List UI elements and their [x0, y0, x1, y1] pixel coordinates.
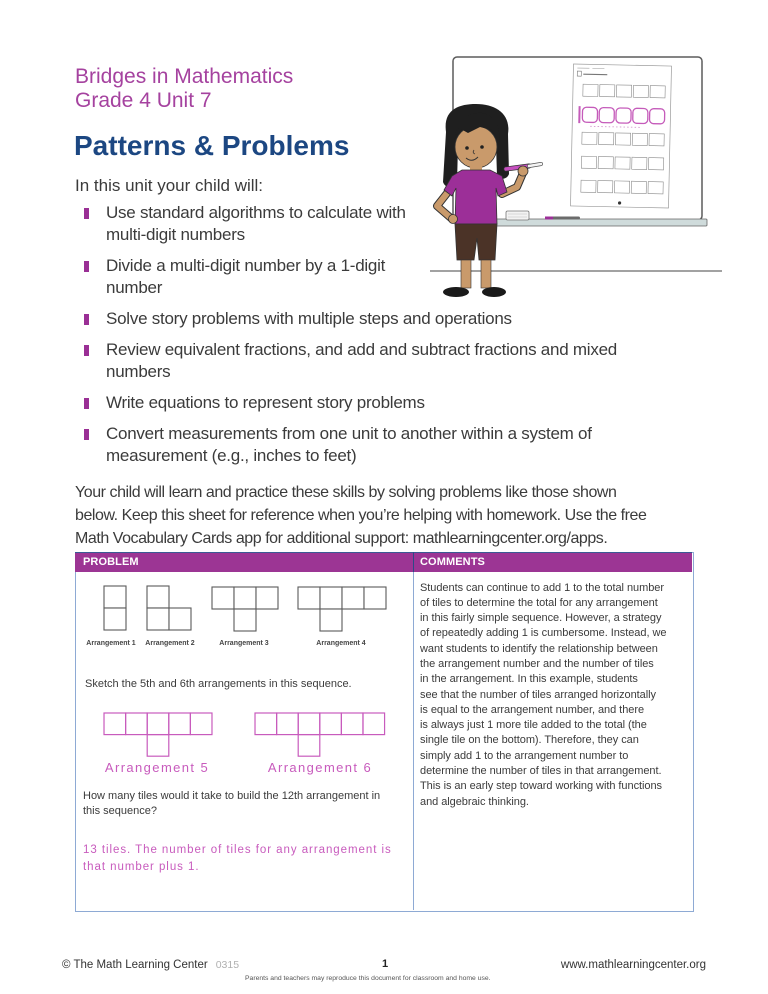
- description-paragraph: [75, 481, 646, 550]
- tile-square: [234, 587, 256, 609]
- tile-square: [256, 587, 278, 609]
- arrangement-5-label: Arrangement 5: [104, 760, 210, 775]
- tile-square: [277, 713, 299, 735]
- arrangement-3-label: Arrangement 3: [219, 639, 269, 647]
- objective-item: [84, 339, 617, 383]
- header-problem: PROBLEM: [83, 556, 139, 568]
- intro-text: In this unit your child will:: [75, 176, 264, 195]
- tile-square: [104, 586, 126, 608]
- tile-square: [147, 713, 169, 735]
- bullet-marker-icon: [84, 345, 89, 356]
- header-column-divider: [413, 552, 415, 572]
- comment-line: Students can continue to add 1 to the total number: [420, 581, 664, 594]
- handwritten-answer: [83, 842, 392, 876]
- tile-square: [147, 608, 169, 630]
- objective-text: measurement (e.g., inches to feet): [106, 446, 357, 465]
- tile-square: [104, 713, 126, 735]
- column-divider: [413, 572, 415, 910]
- footer-copyright: [62, 958, 239, 972]
- objective-item: [84, 255, 617, 299]
- comment-line: and algebraic thinking.: [420, 795, 529, 808]
- objective-text: Write equations to represent story problems: [106, 393, 425, 412]
- tile-square: [190, 713, 212, 735]
- tile-square: [104, 608, 126, 630]
- comment-line: single tile on the bottom). Therefore, they can: [420, 734, 639, 747]
- comment-line: in this fairly simple sequence. However, a strategy: [420, 612, 662, 625]
- arrangement-6-label: Arrangement 6: [267, 760, 373, 775]
- objective-item: [84, 202, 617, 246]
- objective-text: Convert measurements from one unit to another within a system of: [106, 424, 592, 443]
- answer-line: 13 tiles. The number of tiles for any arrangement is: [83, 844, 392, 856]
- tile-square: [341, 713, 363, 735]
- arrangement-2-figure: [146, 585, 192, 631]
- objective-item: [84, 308, 617, 330]
- arrangement-2-label: Arrangement 2: [145, 639, 195, 647]
- description-line: Math Vocabulary Cards app for additional support: mathlearningcenter.org/apps.: [75, 530, 608, 547]
- tile-square: [298, 713, 320, 735]
- tile-square: [126, 713, 148, 735]
- page-title: Patterns & Problems: [74, 130, 350, 161]
- comment-line: is equal to the arrangement number, and there: [420, 703, 645, 716]
- comment-line: see that the number of tiles arranged horizontally: [420, 688, 656, 701]
- page-number: 1: [381, 958, 389, 970]
- arrangement-4-label: Arrangement 4: [316, 639, 366, 647]
- header-comments: COMMENTS: [420, 556, 485, 568]
- answer-line: that number plus 1.: [83, 861, 200, 873]
- question-text: [83, 789, 380, 819]
- series-name: Bridges in Mathematics: [75, 65, 294, 88]
- arrangement-1-label: Arrangement 1: [86, 639, 136, 647]
- bullet-marker-icon: [84, 314, 89, 325]
- bullet-marker-icon: [84, 261, 89, 272]
- arrangement-6-sketch: [254, 712, 386, 757]
- website-link[interactable]: www.mathlearningcenter.org: [560, 959, 706, 971]
- objective-text: Use standard algorithms to calculate with: [106, 203, 406, 222]
- objective-text: Divide a multi-digit number by a 1-digit: [106, 256, 386, 275]
- objective-item: [84, 392, 617, 414]
- bullet-marker-icon: [84, 429, 89, 440]
- tile-square: [212, 587, 234, 609]
- comment-line: of tiles to determine the total for any arrangement: [420, 596, 658, 609]
- table-header-row: [75, 552, 692, 572]
- tile-square: [147, 586, 169, 608]
- arrangement-4-figure: [297, 586, 387, 632]
- description-line: below. Keep this sheet for reference when you’re helping with homework. Use the free: [75, 507, 647, 524]
- arrangement-3-figure: [211, 586, 279, 632]
- tile-square: [169, 713, 191, 735]
- objective-text: numbers: [106, 362, 171, 381]
- comment-line: of repeatedly adding 1 is cumbersome. Instead, we: [420, 627, 667, 640]
- arrangement-5-sketch: [103, 712, 213, 757]
- bullet-marker-icon: [84, 398, 89, 409]
- sketch-prompt: Sketch the 5th and 6th arrangements in this sequence.: [85, 678, 352, 690]
- comment-line: simply add 1 to the arrangement number to: [420, 749, 629, 762]
- tile-square: [320, 587, 342, 609]
- comment-line: is always just 1 more tile added to the total (the: [420, 719, 647, 732]
- grade-unit: Grade 4 Unit 7: [75, 89, 212, 112]
- tile-square: [169, 608, 191, 630]
- tile-square: [363, 713, 385, 735]
- objectives-list: [84, 202, 617, 476]
- tile-square: [298, 587, 320, 609]
- question-line: How many tiles would it take to build the 12th arrangement in: [83, 790, 381, 802]
- objective-text: Solve story problems with multiple steps and operations: [106, 309, 512, 328]
- tile-square: [298, 735, 320, 757]
- comment-line: want students to identify the relationship between: [420, 642, 658, 655]
- bullet-marker-icon: [84, 208, 89, 219]
- arrangement-1-figure: [103, 585, 127, 631]
- document-code: 0315: [215, 959, 240, 971]
- copyright-text: © The Math Learning Center: [62, 959, 208, 971]
- comment-line: determine the number of tiles in that arrangement.: [420, 765, 662, 778]
- comment-line: in the arrangement. In this example, students: [420, 673, 638, 686]
- worksheet-icon: [571, 64, 672, 208]
- comment-line: This is an early step toward working with functions: [420, 780, 663, 793]
- tile-square: [255, 713, 277, 735]
- description-line: Your child will learn and practice these skills by solving problems like those shown: [75, 484, 617, 501]
- tile-square: [364, 587, 386, 609]
- objective-item: [84, 423, 617, 467]
- question-line: this sequence?: [83, 805, 157, 817]
- reproduce-note: Parents and teachers may reproduce this document for classroom and home use.: [245, 975, 491, 982]
- tile-square: [320, 609, 342, 631]
- comments-text: [420, 581, 666, 810]
- tile-square: [320, 713, 342, 735]
- objective-text: Review equivalent fractions, and add and subtract fractions and mixed: [106, 340, 617, 359]
- objective-text: number: [106, 278, 163, 297]
- tile-square: [234, 609, 256, 631]
- objective-text: multi-digit numbers: [106, 225, 245, 244]
- tile-square: [342, 587, 364, 609]
- comment-line: the arrangement number and the number of tiles: [420, 657, 654, 670]
- tile-square: [147, 735, 169, 757]
